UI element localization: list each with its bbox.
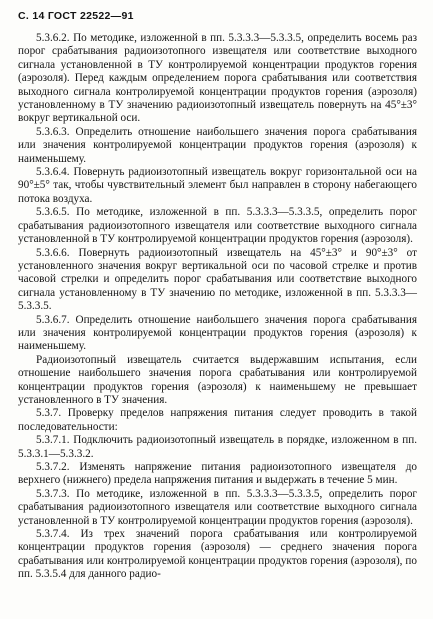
paragraph-5-3-6-2: 5.3.6.2. По методике, изложенной в пп. 5.3.3.3—5.3.3.5, определить восемь раз порог срабатывания радиоизотопного извещателя или соответствие выходного сигнала установленной в ТУ контролируемой концентрации продуктов горения (аэрозоля). Перед каждым определением порога срабатывания или соответствия выходного сигнала контролируемой концентрации продуктов горения (аэрозоля) установленному в ТУ значению радиоизотопный извещатель повернуть на 45°±3° вокруг вертикальной оси. — [18, 32, 417, 125]
paragraph-5-3-7-2: 5.3.7.2. Изменять напряжение питания радиоизотопного извещателя до верхнего (нижнего) предела напряжения питания и выдержать в течение 5 мин. — [18, 461, 417, 487]
document-body — [18, 32, 417, 582]
page-header: С. 14 ГОСТ 22522—91 — [18, 10, 134, 22]
paragraph-5-3-6-6: 5.3.6.6. Повернуть радиоизотопный извещатель на 45°±3° и 90°±3° от установленного значения вокруг вертикальной оси по часовой стрелке и против часовой стрелки и определить порог срабатывания или соответствие выходного сигнала установленному в ТУ значению по методике, изложенной в пп. 5.3.3.3—5.3.3.5. — [18, 246, 417, 313]
paragraph-5-3-7-3: 5.3.7.3. По методике, изложенной в пп. 5.3.3.3—5.3.3.5, определить порог срабатывания радиоизотопного извещателя или соответствие выходного сигнала установленной в ТУ контролируемой концентрации продуктов горения (аэрозоля). — [18, 487, 417, 527]
paragraph-5-3-7-1: 5.3.7.1. Подключить радиоизотопный извещатель в порядке, изложенном в пп. 5.3.3.1—5.3.3.2. — [18, 434, 417, 460]
paragraph-5-3-7: 5.3.7. Проверку пределов напряжения питания следует проводить в такой последовательности: — [18, 407, 417, 433]
paragraph-5-3-7-4: 5.3.7.4. Из трех значений порога срабатывания или контролируемой концентрации продуктов горения (аэрозоля) — среднего значения порога срабатывания или контролируемой концентрации продуктов горения (аэрозоля), по пп. 5.3.5.4 для данного радио- — [18, 528, 417, 581]
paragraph-5-3-6-3: 5.3.6.3. Определить отношение наибольшего значения порога срабатывания или значения контролируемой концентрации продуктов горения (аэрозоля) к наименьшему. — [18, 125, 417, 165]
paragraph-test-result: Радиоизотопный извещатель считается выдержавшим испытания, если отношение наибольшего значения порога срабатывания или контролируемой концентрации продуктов горения (аэрозоля) к наименьшему не превышает установленного в ТУ значения. — [18, 353, 417, 406]
paragraph-5-3-6-5: 5.3.6.5. По методике, изложенной в пп. 5.3.3.3—5.3.3.5, определить порог срабатывания радиоизотопного извещателя или соответствие выходного сигнала установленной в ТУ контролируемой концентрации продуктов горения (аэрозоля). — [18, 206, 417, 246]
paragraph-5-3-6-4: 5.3.6.4. Повернуть радиоизотопный извещатель вокруг горизонтальной оси на 90°±5° так, чтобы чувствительный элемент был направлен в сторону набегающего потока воздуха. — [18, 166, 417, 205]
paragraph-5-3-6-7: 5.3.6.7. Определить отношение наибольшего значения порога срабатывания или значения контролируемой концентрации продуктов горения (аэрозоля) к наименьшему. — [18, 313, 417, 353]
